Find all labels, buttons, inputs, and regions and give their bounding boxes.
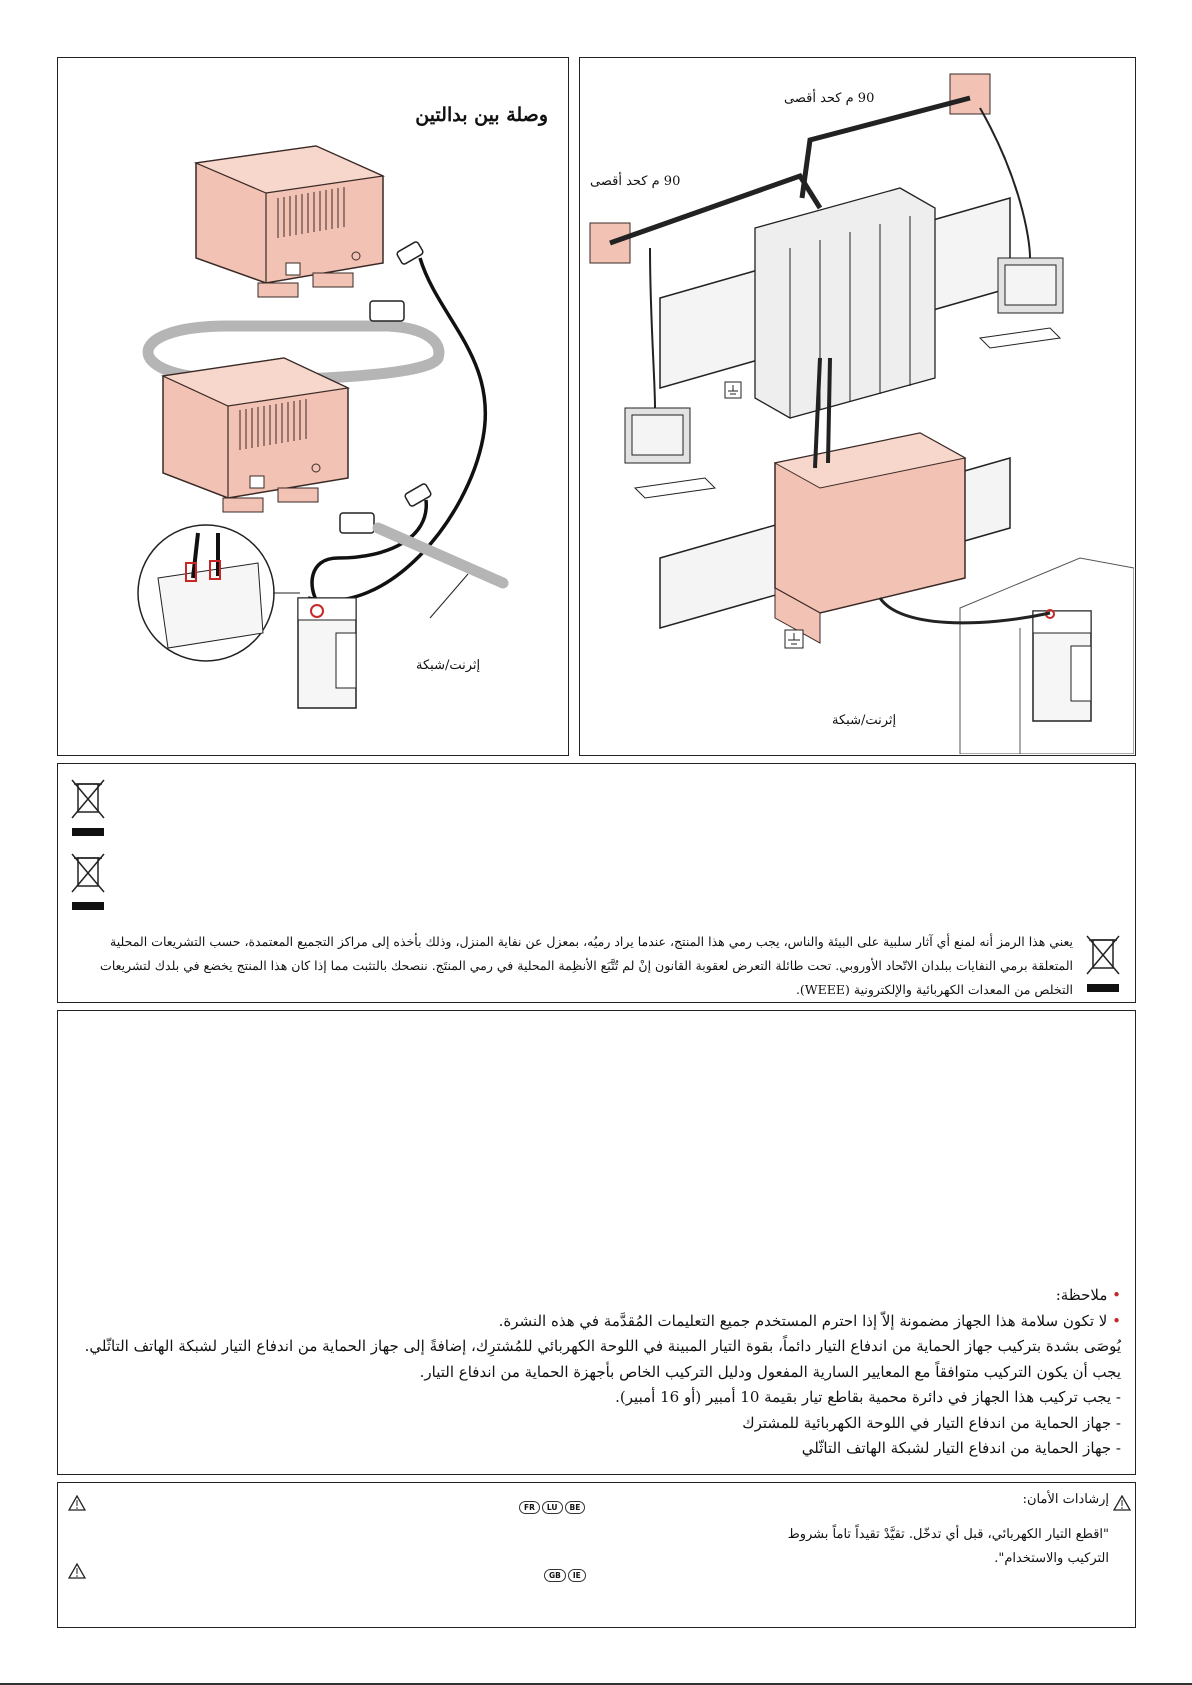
note-line: - جهاز الحماية من اندفاع التيار في اللوحة الكهربائية للمشترك [742,1413,1121,1432]
cable-right-to-panel [802,98,970,198]
max-distance-top-label: 90 م كحد أقصى [784,91,875,106]
bullet: • [1107,1311,1121,1330]
ground-symbol-upper [725,382,741,398]
safety-instructions-box [57,1482,1136,1628]
network-leader-line [430,574,468,618]
note-line: يجب أن يكون التركيب متوافقاً مع المعايير السارية المفعول ودليل التركيب الخاص بأجهزة الحماية من اندفاع التيار. [419,1362,1121,1381]
country-badges-row2 [543,1563,587,1582]
connection-detail-zoom [138,525,300,661]
max-distance-left-label: 90 م كحد أقصى [590,174,681,189]
notes-heading: • ملاحظة: [1055,1286,1121,1304]
network-label: إثرنت/شبكة [416,658,481,673]
note-line: - جهاز الحماية من اندفاع التيار لشبكة الهاتف التاثّلي [801,1439,1121,1457]
diagram-panel-two-exchanges [57,57,569,756]
panel-title: وصلة بين بدالتين [415,104,548,126]
warning-icon [68,1495,86,1511]
warning-icon [68,1563,86,1579]
rj45-plug-top [370,301,404,321]
patch-panel-modules [755,188,935,418]
crossed-bin-icon [1085,934,1121,994]
crossed-bin-icon [70,778,106,838]
exchange-unit-bottom [163,358,348,512]
rj45-plug-bottom [340,513,374,533]
wall-socket-right [950,74,990,114]
note-line: - يجب تركيب هذا الجهاز في دائرة محمية بقاطع تيار بقيمة 10 أمبير (أو 16 أمبير). [615,1388,1121,1406]
country-badge: GB [544,1569,566,1582]
crossed-bin-icon [70,852,106,912]
warning-icon [1113,1495,1131,1511]
network-installation-illustration [580,58,1134,754]
ground-symbol-lower [785,630,803,648]
network-label: إثرنت/شبكة [832,713,897,728]
note-line: يُوصَى بشدة بتركيب جهاز الحماية من اندفاع التيار دائماً، بقوة التيار المبينة في اللوحة الكهربائي للمُشترِك، إضافةً إلى جهاز الحماية من اندفاع التيار لشبكة الهاتف التاثّلي. [84,1337,1121,1355]
weee-text: يعني هذا الرمز أنه لمنع أي آثار سلبية على البيئة والناس، يجب رمي هذا المنتج، عندما يراد رميُه، بمعزل عن نفاية المنزل، وذلك بأخذه إلى مراكز التجميع المعتمدة، حسب التشريعات المحلية المتعلقة برمي النفايات ببلدان الاتّحاد الأوروبي. تحت طائلة التعرض لعقوبة القانون إنْ لم تُتَّبَع الأنظِمة المحلية في رمي المنتَج. ننصحك بالتثبت مما إذا كان هذا المنتج يخضع في بلدك لتشريعات التخلص من المعدات الكهربائية والإلكترونية (WEEE). [100,934,1073,997]
country-badge: BE [565,1501,586,1514]
country-badges-row1 [518,1495,586,1514]
din-power-supply-right [1033,610,1091,721]
computer-left [625,408,715,498]
exchange-unit-top [196,146,383,297]
safety-heading: إرشادات الأمان: [1022,1492,1109,1507]
safety-notes-box [57,1010,1136,1475]
bullet: • [1107,1286,1121,1304]
country-badge: IE [568,1569,586,1582]
safety-instruction: "اقطع التيار الكهربائي، قبل أي تدخّل. تقيَّدْ تقيداً تاماً بشروط التركيب والاستخدام". [787,1527,1109,1566]
country-badge: LU [542,1501,563,1514]
notes-list [84,1283,1121,1462]
din-power-supply [298,598,356,708]
two-exchange-connection-illustration [58,58,567,754]
weee-notice [57,763,1136,1003]
diagram-panel-network-installation [579,57,1136,756]
note-line: • لا تكون سلامة هذا الجهاز مضمونة إلاّ إذا احترم المستخدم جميع التعليمات المُقدَّمة في هذه النشرة. [498,1311,1121,1330]
cable-left-computer [650,248,655,408]
country-badge: FR [519,1501,540,1514]
exchange-unit [775,433,965,643]
